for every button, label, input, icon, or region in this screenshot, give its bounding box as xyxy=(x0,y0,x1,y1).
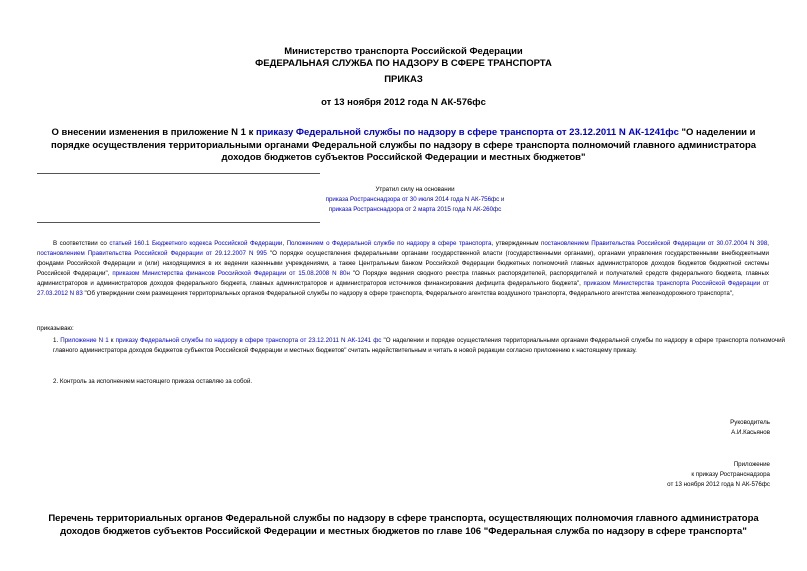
status-note-link-2[interactable]: приказа Ространснадзора от 2 марта 2015 года N АК-260фс xyxy=(328,206,502,213)
preamble-text: "О Порядке ведения сводного реестра главных распорядителей, распорядителей и получателей средств федерального бюджета, главных администраторов и администраторов доходов федерального бюджета, главных администраторов и администраторов источников финансирования дефицита федерального бюджета", xyxy=(37,269,770,287)
order-word: приказываю: xyxy=(37,325,74,332)
appendix-date: от 13 ноября 2012 года N АК-576фс xyxy=(667,481,770,488)
list-title: Перечень территориальных органов Федеральной службы по надзору в сфере транспорта, осуществляющих полномочия главного администратора доходов бюджетов субъектов Российской Федерации и местных бюджетов по главе 106 "Федеральная служба по надзору в сфере транспорта" xyxy=(48,513,759,537)
appendix-link[interactable]: Приложение N 1 xyxy=(60,337,109,344)
decree-995-link[interactable]: постановлением Правительства Российской Федерации от 29.12.2007 N 995 xyxy=(37,249,267,257)
preamble-text: "О порядке осуществления федеральными органами государственной власти (государственными органами), органами управления государственными внебюджетными фондами Российской Федерации и (или) находящимися в их ведении казенными учреждениями, а также Центральным банком Российской Федерации бюджетных полномочий главных администраторов доходов бюджетов бюджетной системы Российской Федерации", xyxy=(37,249,769,277)
appendix-ref: к приказу Ространснадзора xyxy=(691,471,770,478)
signature-block xyxy=(730,418,770,438)
signer-position: Руководитель xyxy=(730,419,770,426)
preamble-paragraph xyxy=(37,239,769,298)
status-note-label: Утратил силу на основании xyxy=(375,186,455,193)
service-name: ФЕДЕРАЛЬНАЯ СЛУЖБА ПО НАДЗОРУ В СФЕРЕ ТРАНСПОРТА xyxy=(255,58,552,69)
order-title: ПРИКАЗ xyxy=(384,74,423,85)
divider-top xyxy=(37,173,320,174)
amended-order-link[interactable]: приказу Федеральной службы по надзору в сфере транспорта от 23.12.2011 N АК-1241 фс xyxy=(115,337,382,344)
ministry-name: Министерство транспорта Российской Федерации xyxy=(284,46,523,57)
preamble-text: , xyxy=(767,240,769,247)
preamble-text: , xyxy=(282,240,287,247)
divider-bottom xyxy=(37,222,320,223)
item-number: 1. xyxy=(53,337,61,344)
subject-order-link[interactable]: приказу Федеральной службы по надзору в сфере транспорта от 23.12.2011 N АК-1241фс xyxy=(255,127,679,138)
document-header xyxy=(0,46,807,70)
appendix-header xyxy=(667,460,770,490)
regulation-link[interactable]: Положением о Федеральной службе по надзору в сфере транспорта xyxy=(286,240,492,247)
order-subject xyxy=(40,127,767,165)
preamble-text: В соответствии со xyxy=(53,240,110,247)
preamble-text: , утвержденным xyxy=(491,240,541,247)
order-item-2: 2. Контроль за исполнением настоящего приказа оставляю за собой. xyxy=(53,378,253,385)
order-date: от 13 ноября 2012 года N АК-576фс xyxy=(321,97,486,108)
decree-398-link[interactable]: постановлением Правительства Российской Федерации от 30.07.2004 N 398 xyxy=(540,240,768,247)
appendix-label: Приложение xyxy=(733,461,770,468)
subject-suffix: "О наделении и порядке осуществления территориальными органами Федеральной службы по надзору в сфере транспорта полномочий главного администратора доходов бюджетов субъектов Российской Федерации и местных бюджетов" xyxy=(50,127,757,163)
minfin-order-link[interactable]: приказом Министерства финансов Российской Федерации от 15.08.2008 N 80н xyxy=(112,269,350,277)
order-item-1 xyxy=(37,336,785,356)
status-note xyxy=(260,185,570,215)
status-note-link-1[interactable]: приказа Ространснадзора от 30 июля 2014 года N АК-756фс и xyxy=(325,196,505,203)
subject-prefix: О внесении изменения в приложение N 1 к xyxy=(51,127,256,138)
item-text: к xyxy=(108,337,116,344)
mintrans-order-link[interactable]: приказом Министерства транспорта Российской Федерации от 27.03.2012 N 83 xyxy=(37,279,769,297)
preamble-text: "Об утверждении схем размещения территориальных органов Федеральной службы по надзору в сфере транспорта, Федерального агентства воздушного транспорта, Федерального агентства железнодорожного транспорта", xyxy=(82,289,734,297)
item-text: "О наделении и порядке осуществления территориальными органами Федеральной службы по надзору в сфере транспорта полномочий главного администратора доходов бюджетов субъектов Российской Федерации и местных бюджетов" считать недействительным и читать в новой редакции согласно приложению к настоящему приказу. xyxy=(53,337,785,354)
budget-code-link[interactable]: статьей 160.1 Бюджетного кодекса Российской Федерации xyxy=(109,240,283,247)
signer-name: А.И.Касьянов xyxy=(731,429,770,436)
